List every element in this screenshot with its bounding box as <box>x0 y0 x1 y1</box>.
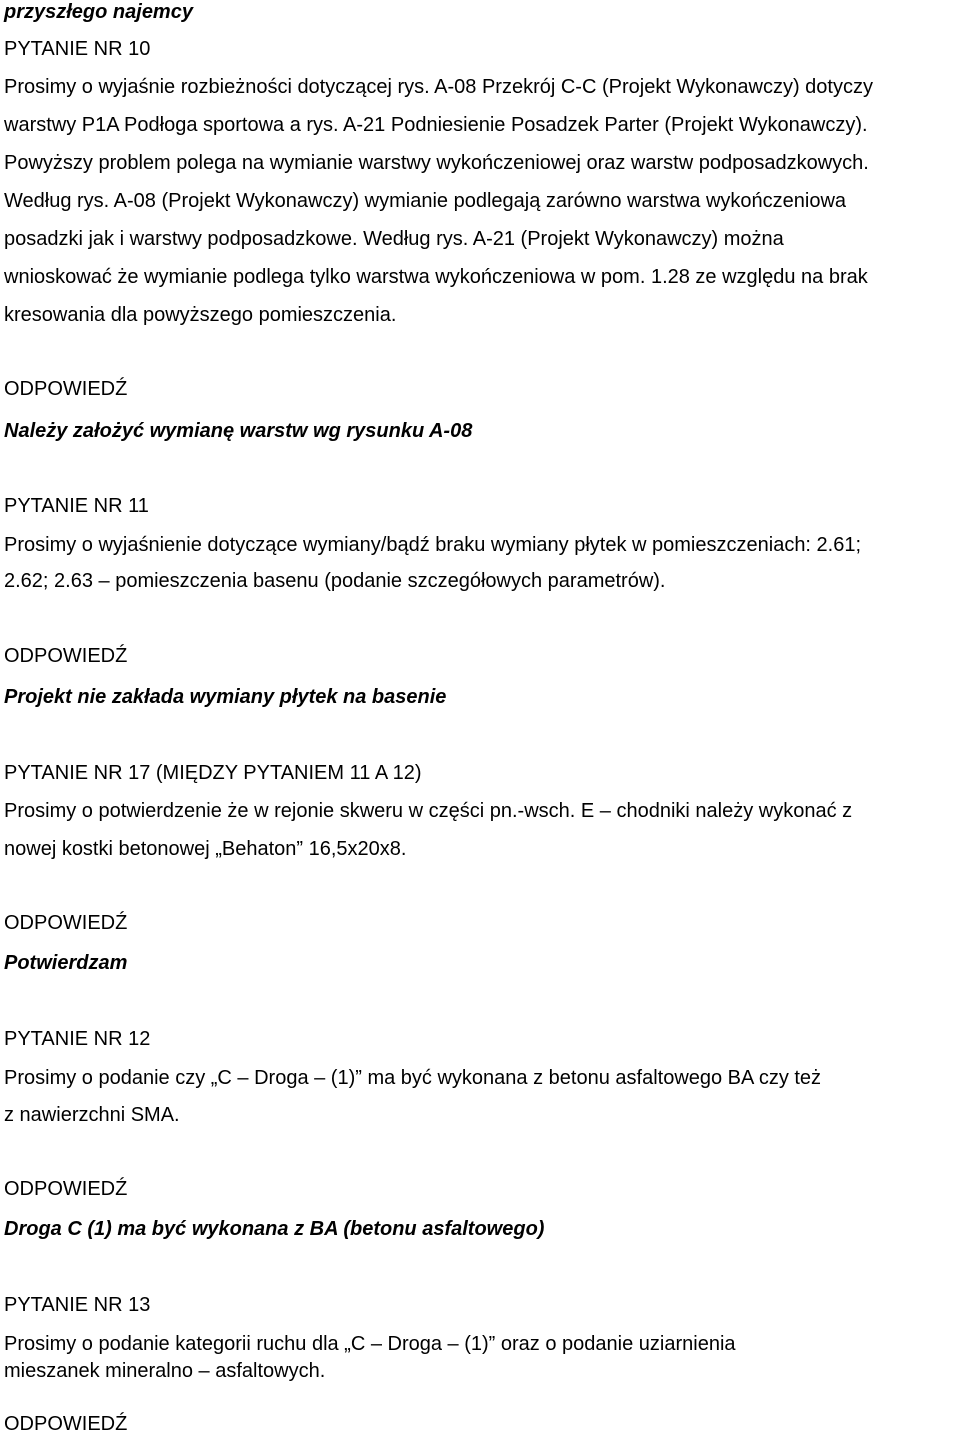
question-line: Według rys. A-08 (Projekt Wykonawczy) wymianie podlegają zarówno warstwa wykończeniowa <box>4 190 847 212</box>
answer-label: ODPOWIEDŹ <box>4 1178 128 1200</box>
question-line: Prosimy o wyjaśnie rozbieżności dotyczącej rys. A-08 Przekrój C-C (Projekt Wykonawczy) dotyczy <box>4 76 873 98</box>
question-label: PYTANIE NR 17 (MIĘDZY PYTANIEM 11 A 12) <box>4 762 422 784</box>
question-line: nowej kostki betonowej „Behaton” 16,5x20x8. <box>4 838 407 860</box>
question-label: PYTANIE NR 10 <box>4 38 151 60</box>
question-line: Prosimy o wyjaśnienie dotyczące wymiany/bądź braku wymiany płytek w pomieszczeniach: 2.61; <box>4 534 862 556</box>
intro-heading-tail: przyszłego najemcy <box>4 1 193 23</box>
question-label: PYTANIE NR 11 <box>4 495 149 517</box>
answer-text: Droga C (1) ma być wykonana z BA (betonu asfaltowego) <box>4 1218 545 1240</box>
question-line: Prosimy o potwierdzenie że w rejonie skweru w części pn.-wsch. E – chodniki należy wykonać z <box>4 800 853 822</box>
answer-label: ODPOWIEDŹ <box>4 645 128 667</box>
question-line: kresowania dla powyższego pomieszczenia. <box>4 304 397 326</box>
question-line: Prosimy o podanie kategorii ruchu dla „C – Droga – (1)” oraz o podanie uziarnienia <box>4 1333 736 1355</box>
question-line: mieszanek mineralno – asfaltowych. <box>4 1360 326 1382</box>
question-label: PYTANIE NR 13 <box>4 1294 151 1316</box>
answer-text: Potwierdzam <box>4 952 128 974</box>
question-line: warstwy P1A Podłoga sportowa a rys. A-21 Podniesienie Posadzek Parter (Projekt Wykonawczy). <box>4 114 868 136</box>
question-line: posadzki jak i warstwy podposadzkowe. Według rys. A-21 (Projekt Wykonawczy) można <box>4 228 784 250</box>
answer-label: ODPOWIEDŹ <box>4 1413 128 1435</box>
question-line: Prosimy o podanie czy „C – Droga – (1)” ma być wykonana z betonu asfaltowego BA czy też <box>4 1067 822 1089</box>
answer-text: Projekt nie zakłada wymiany płytek na basenie <box>4 686 447 708</box>
question-line: z nawierzchni SMA. <box>4 1104 180 1126</box>
answer-label: ODPOWIEDŹ <box>4 912 128 934</box>
question-line: 2.62; 2.63 – pomieszczenia basenu (podanie szczegółowych parametrów). <box>4 570 666 592</box>
answer-text: Należy założyć wymianę warstw wg rysunku A-08 <box>4 420 473 442</box>
answer-label: ODPOWIEDŹ <box>4 378 128 400</box>
question-label: PYTANIE NR 12 <box>4 1028 151 1050</box>
question-line: wnioskować że wymianie podlega tylko warstwa wykończeniowa w pom. 1.28 ze względu na brak <box>4 266 868 288</box>
question-line: Powyższy problem polega na wymianie warstwy wykończeniowej oraz warstw podposadzkowych. <box>4 152 869 174</box>
